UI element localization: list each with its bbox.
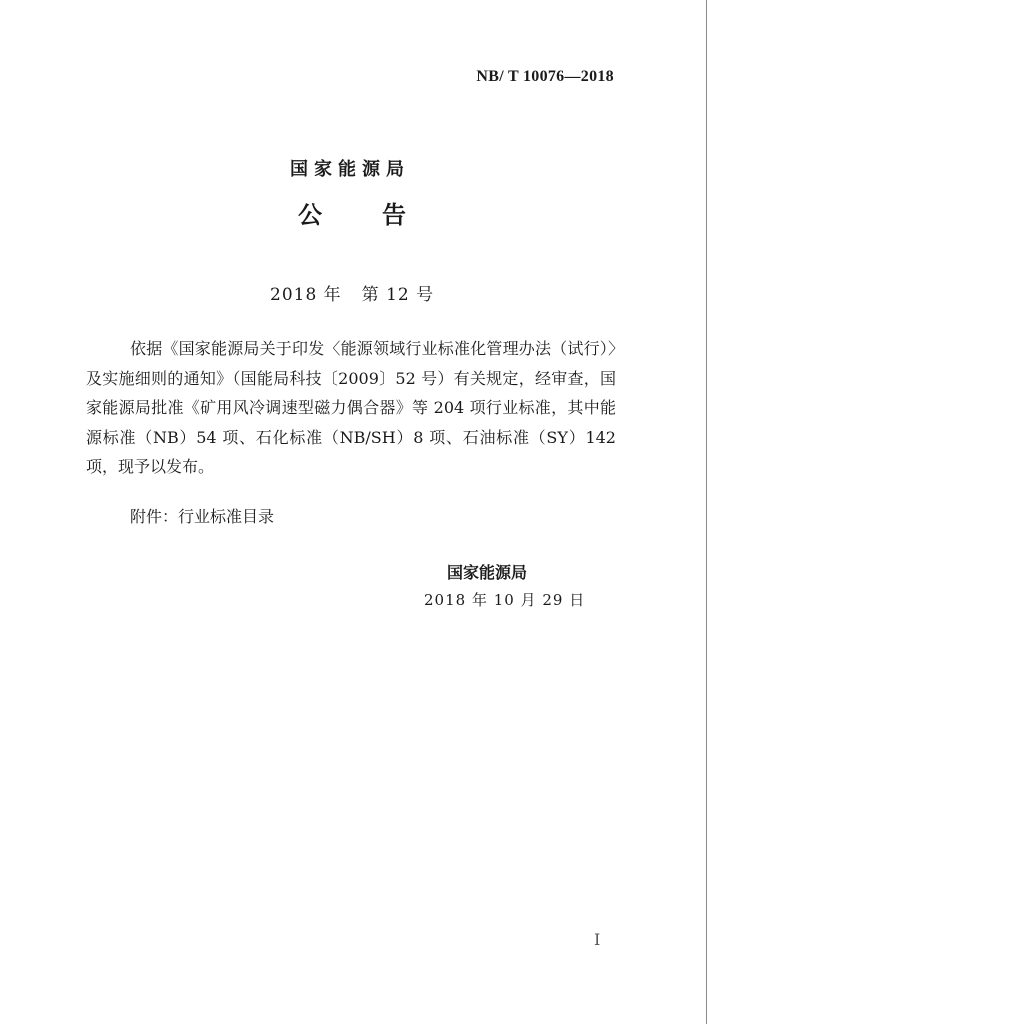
notice-year: 2018 年 xyxy=(270,285,342,305)
notice-title xyxy=(298,195,406,230)
notice-title-left: 公 xyxy=(298,201,322,229)
standard-code: NB/ T 10076—2018 xyxy=(476,68,614,85)
page-edge-divider xyxy=(706,0,707,1024)
attachment-line: 附件：行业标准目录 xyxy=(130,507,275,526)
notice-title-right: 告 xyxy=(382,201,406,229)
page-number: I xyxy=(594,930,601,949)
signature-organization: 国家能源局 xyxy=(447,563,528,582)
notice-body: 依据《国家能源局关于印发〈能源领域行业标准化管理办法（试行）〉及实施细则的通知》（国能局科技〔2009〕52 号）有关规定，经审查，国家能源局批准《矿用风冷调速型磁力偶合器》等 204 项行业标准，其中能源标准（NB）54 项、石化标准（NB/SH）8 项、石油标准（SY）142 项，现予以发布。 xyxy=(86,339,616,476)
notice-serial: 第 12 号 xyxy=(361,285,435,305)
signature-date: 2018 年 10 月 29 日 xyxy=(424,591,586,609)
notice-number xyxy=(270,280,434,305)
issuer-heading: 国家能源局 xyxy=(290,159,410,180)
